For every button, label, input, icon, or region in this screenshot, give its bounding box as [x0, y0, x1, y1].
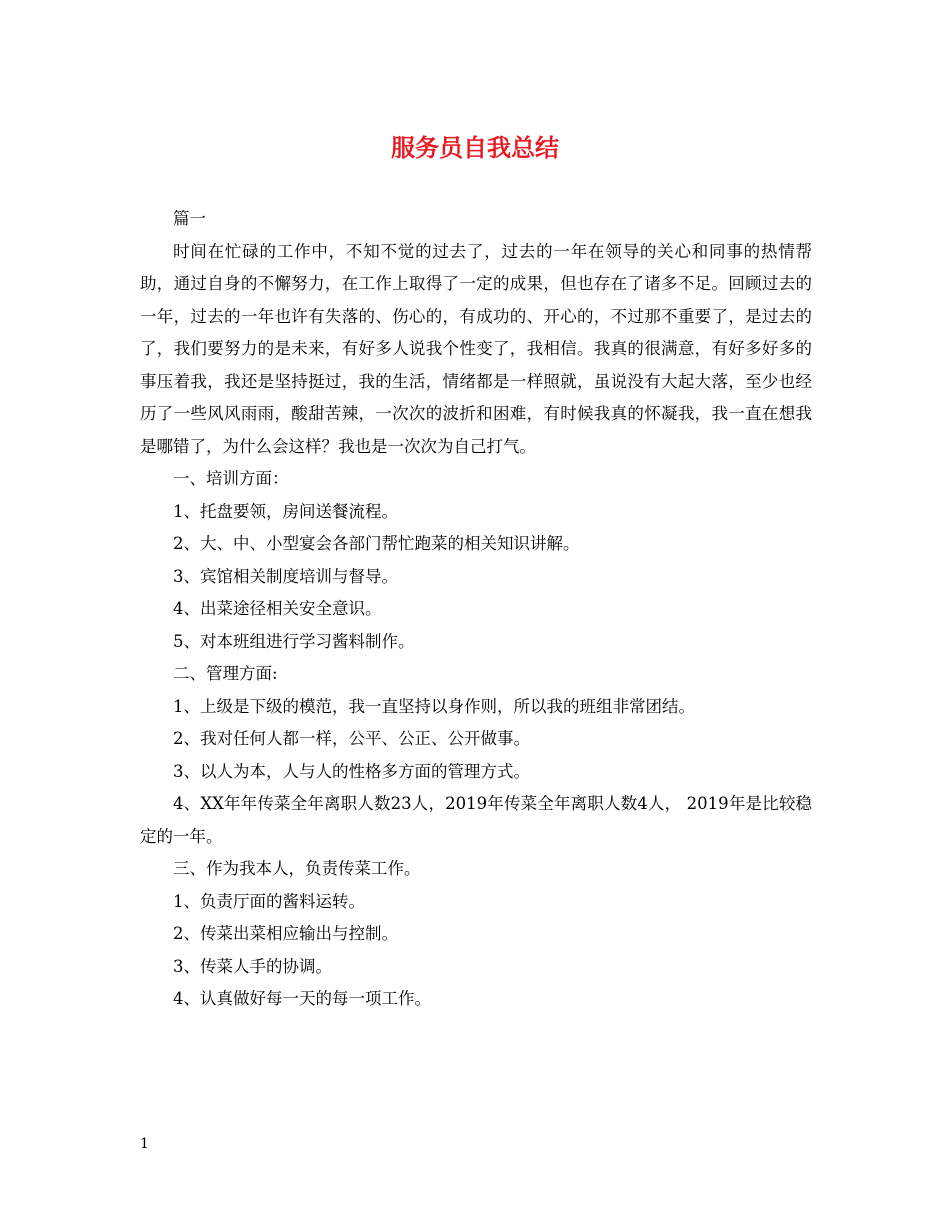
section-heading: 一、培训方面： — [173, 469, 289, 488]
list-item: 1、托盘要领，房间送餐流程。 — [173, 501, 398, 521]
section-heading: 三、作为我本人，负责传菜工作。 — [173, 859, 421, 878]
page-number: 1 — [140, 1136, 149, 1152]
section-heading: 篇一 — [173, 209, 206, 228]
list-item: 3、以人为本，人与人的性格多方面的管理方式。 — [173, 761, 530, 781]
list-item: 2、大、中、小型宴会各部门帮忙跑菜的相关知识讲解。 — [173, 534, 580, 553]
list-item: 1、负责厅面的酱料运转。 — [173, 891, 365, 911]
list-item: 3、传菜人手的协调。 — [173, 956, 332, 976]
list-item: 2、传菜出菜相应输出与控制。 — [173, 924, 398, 943]
list-item: 4、XX年年传菜全年离职人数23人，2019年传菜全年离职人数4人， 2019年是比较稳定的一年。 — [140, 794, 812, 846]
document-title: 服务员自我总结 — [391, 133, 559, 162]
list-item: 4、认真做好每一天的每一项工作。 — [173, 989, 431, 1008]
document-body — [140, 203, 812, 1016]
section-heading: 二、管理方面: — [173, 664, 278, 683]
list-item: 3、宾馆相关制度培训与督导。 — [173, 566, 398, 586]
list-item: 2、我对任何人都一样，公平、公正、公开做事。 — [173, 729, 530, 748]
list-item: 1、上级是下级的模范，我一直坚持以身作则，所以我的班组非常团结。 — [173, 696, 695, 716]
intro-paragraph: 时间在忙碌的工作中，不知不觉的过去了，过去的一年在领导的关心和同事的热情帮助，通过自身的不懈努力，在工作上取得了一定的成果，但也存在了诸多不足。回顾过去的一年，过去的一年也许有失落的、伤心的，有成功的、开心的，不过那不重要了，是过去的了，我们要努力的是未来，有好多人说我个性变了，我相信。我真的很满意，有好多好多的事压着我，我还是坚持挺过，我的生活，情绪都是一样照就，虽说没有大起大落，至少也经历了一些风风雨雨，酸甜苦辣，一次次的波折和困难，有时候我真的怀凝我，我一直在想我是哪错了，为什么会这样？我也是一次次为自己打气。 — [140, 241, 812, 456]
list-item: 5、对本班组进行学习酱料制作。 — [173, 631, 415, 651]
list-item: 4、出菜途径相关安全意识。 — [173, 599, 382, 618]
